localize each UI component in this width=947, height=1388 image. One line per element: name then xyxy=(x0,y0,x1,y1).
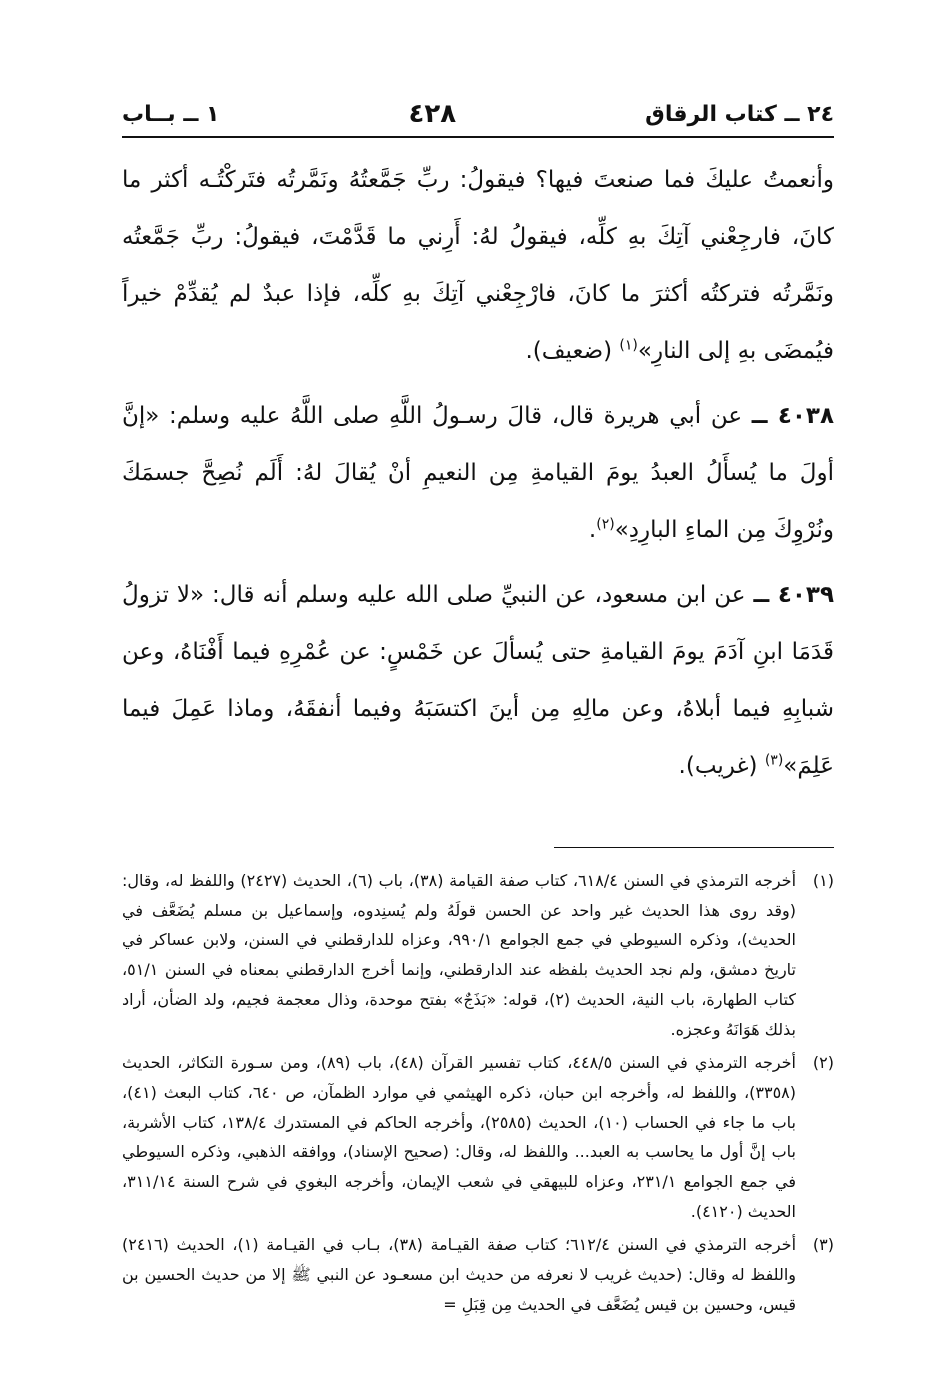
hadith-number: ٤٠٣٨ ــ xyxy=(751,403,834,429)
footnote-ref-1[interactable]: (١) xyxy=(619,337,638,354)
footnote-text: أخرجه الترمذي في السنن ٦١٢/٤؛ كتاب صفة القيـامة (٣٨)، بـاب في القيـامة (١)، الحديث (٢٤١٦) واللفظ له وقال: (حديث غريب لا نعرفه من حديث ابن مسعـود عن النبي ﷺ إلا من حديث الحسين بن قيس، وحسين بن قيس يُضَعَّف في الحديث مِن قِبَلِ = xyxy=(122,1235,797,1314)
footnote-1 xyxy=(122,866,834,1044)
paragraph-continuation xyxy=(122,152,834,380)
hadith-grade: (غريب). xyxy=(678,753,765,779)
footnote-ref-2[interactable]: (٢) xyxy=(596,516,615,533)
footnote-text: أخرجه الترمذي في السنن ٤٤٨/٥، كتاب تفسير القرآن (٤٨)، باب (٨٩)، ومن سـورة التكاثر، الحديث (٣٣٥٨)، واللفظ له، وأخرجه ابن حبان، ذكره الهيثمي في موارد الظمآن، ص ٦٤٠، كتاب البعث (٤١)، باب ما جاء في الحساب (١٠)، الحديث (٢٥٨٥)، وأخرجه الحاكم في المستدرك ١٣٨/٤، كتاب الأشربة، باب إنَّ أول ما يحاسب به العبد... واللفظ له، وقال: (صحيح الإسناد)، ووافقه الذهبي، وذكره السيوطي في جمع الجوامع ٢٣١/١، وعزاه للبيهقي في شعب الإيمان، وأخرجه البغوي في شرح السنة ٣١١/١٤، الحديث (٤١٢٠). xyxy=(122,1053,797,1221)
page-number: ٤٢٨ xyxy=(408,99,457,129)
footnote-text: أخرجه الترمذي في السنن ٦١٨/٤، كتاب صفة القيامة (٣٨)، باب (٦)، الحديث (٢٤٢٧) واللفظ له، وقال: (وقد روى هذا الحديث غير واحد عن الحسن قولَهُ ولم يُسنِدوه، وإسماعيل بن مسلم يُضَعَّف في الحديث)، وذكره السيوطي في جمع الجوامع ٩٩٠/١، وعزاه للدارقطني في السنن، ولابن عساكر في تاريخ دمشق، ولم نجد الحديث بلفظه عند الدارقطني، وإنما أخرج الدارقطني بمعناه في السنن ٥١/١، كتاب الطهارة، باب النية، الحديث (٢)، قوله: «بَذَجٌ» بفتح موحدة، وذال معجمة فجيم، ولد الضأن، أراد بذلك هَوَانَهُ وعجزه. xyxy=(122,871,797,1039)
chapter-title: ٢٤ ــ كتاب الرقاق xyxy=(645,101,834,127)
footnote-2 xyxy=(122,1048,834,1226)
page xyxy=(122,92,834,1324)
hadith-grade: (ضعيف). xyxy=(525,338,620,364)
footnote-ref-3[interactable]: (٣) xyxy=(764,752,784,769)
section-title: ١ ــ بــاب xyxy=(122,101,220,127)
footnotes xyxy=(122,866,834,1320)
hadith-text: عن أبي هريرة قال، قالَ رسـولُ اللَّهِ صلى اللَّهُ عليه وسلم: «إنَّ أولَ ما يُسأَلُ العبدُ يومَ القيامةِ مِن النعيمِ أنْ يُقالَ لهُ: أَلَم نُصِحَّ جسمَكَ ونُرْوِكَ مِن الماءِ البارِدِ» xyxy=(122,403,834,543)
hadith-number: ٤٠٣٩ ــ xyxy=(753,582,834,608)
paragraph-text: وأنعمتُ عليكَ فما صنعتَ فيها؟ فيقولُ: ربِّ جَمَّعتُهُ ونَمَّرتُه فتَركْتُـه أكثر ما كانَ، فارجِعْني آتِكَ بهِ كلِّه، فيقولُ لهُ: أَرِني ما قَدَّمْتَ، فيقولُ: ربِّ جَمَّعتُه ونَمَّرتُه فتركتُه أكثرَ ما كانَ، فارْجِعْني آتِكَ بهِ كلِّه، فإذا عبدٌ لم يُقدِّمْ خيراً فيُمضَى بهِ إلى النارِ» xyxy=(122,167,834,364)
running-header xyxy=(122,92,834,138)
footnote-separator xyxy=(554,847,834,848)
footnote-3 xyxy=(122,1230,834,1319)
hadith-text: عن ابن مسعود، عن النبيِّ صلى الله عليه وسلم أنه قال: «لا تزولُ قَدَمَا ابنِ آدَمَ يومَ القيامةِ حتى يُسألَ عن خَمْسٍ: عن عُمْرِهِ فيما أَفْنَاهُ، وعن شبابِهِ فيما أبلاهُ، وعن مالِهِ مِن أينَ اكتسَبَهُ وفيما أنفقَهُ، وماذا عَمِلَ فيما عَلِمَ» xyxy=(122,582,834,779)
footnote-number: (٢) xyxy=(812,1053,834,1073)
hadith-4038 xyxy=(122,388,834,559)
hadith-4039 xyxy=(122,567,834,795)
footnote-number: (٣) xyxy=(812,1235,834,1255)
main-text xyxy=(122,152,834,795)
footnote-number: (١) xyxy=(812,871,834,890)
hadith-end: . xyxy=(588,517,597,543)
